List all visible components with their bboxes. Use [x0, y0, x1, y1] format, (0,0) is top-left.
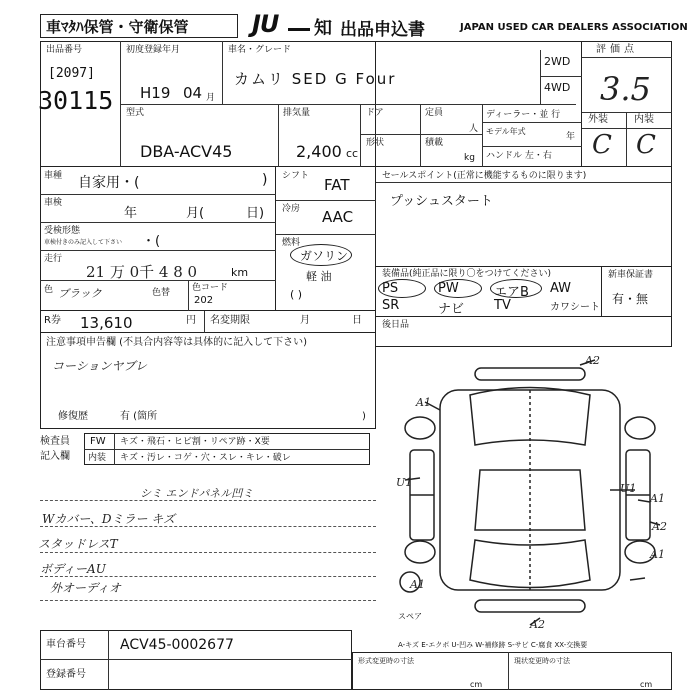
wheel-rear-left — [405, 541, 435, 563]
rear-bumper — [475, 600, 585, 612]
sales-point-label: セールスポイント(正常に機能するものに限ります) — [382, 171, 587, 181]
equipment-r1-3: AW — [550, 281, 572, 296]
drive-4wd: 4WD — [544, 81, 571, 94]
repair-label: 修復歴 — [58, 411, 88, 422]
wheel-front-right — [625, 417, 655, 439]
damage-mark-8: A1 — [410, 578, 425, 591]
capacity-label: 定員 — [425, 108, 444, 118]
inspector-line-5: 外オーディオ — [50, 581, 122, 595]
registration-label: 初度登録年月 — [126, 45, 181, 55]
inspection-label: 車検 — [44, 198, 63, 208]
later-install-label: 後日品 — [382, 320, 410, 330]
inspector-label: 検査員 — [40, 436, 70, 447]
spare-label: スペア — [398, 612, 422, 621]
damage-mark-0: A2 — [585, 354, 600, 367]
interior-items-label: 内装 — [88, 453, 107, 463]
ac-label: 冷房 — [282, 204, 301, 214]
ju-logo: JU — [252, 10, 279, 38]
inspector-line-4: ボディーAU — [40, 562, 106, 576]
recycle-value: 13,610 — [80, 314, 133, 332]
inspector-line-2: Wカバー、Dミラー キズ — [42, 512, 176, 526]
equipment-circle-1 — [434, 279, 482, 298]
usage-label: 車種 — [44, 171, 63, 181]
mileage-value: 21 万 0千 4 8 0 — [86, 263, 198, 281]
shape-label: 形状 — [366, 138, 385, 148]
color-value: ブラック — [58, 287, 102, 300]
exterior-score: C — [592, 130, 612, 160]
color-change-label: 色替 — [152, 288, 171, 298]
region-label: 知 — [314, 18, 332, 39]
damage-mark-3: U1 — [620, 482, 637, 495]
score-value: 3.5 — [600, 70, 651, 108]
car-name-label: 車名・グレード — [228, 45, 292, 55]
inspector-entry-label: 記入欄 — [40, 451, 70, 462]
score-label: 評価点 — [596, 44, 638, 55]
repair-value: 有 (箇所 — [120, 411, 158, 422]
sales-point-value: プッシュスタート — [390, 194, 493, 209]
equipment-r1-0: PS — [382, 281, 399, 296]
lot-bracket-number: [2097] — [48, 66, 95, 81]
ac-value: AAC — [322, 208, 354, 226]
equipment-r2-2: TV — [494, 298, 511, 313]
damage-mark-2: U1 — [396, 476, 413, 489]
equipment-r1-1: PW — [438, 281, 459, 296]
handle-label: ハンドル 左・右 — [486, 151, 552, 161]
registration-number-label: 登録番号 — [46, 669, 86, 680]
dealer-label: ディーラー・並 行 — [486, 110, 561, 120]
new-car-value: 有・無 — [612, 292, 649, 306]
state-change-size-label: 現状変更時の寸法 — [514, 657, 570, 665]
damage-mark-6: A1 — [650, 548, 665, 561]
color-code: 202 — [194, 295, 214, 306]
displacement-value: 2,400 — [296, 142, 342, 161]
shift-label: シフト — [282, 171, 310, 181]
model-label: 型式 — [126, 108, 145, 118]
form-change-size-label: 形式変更時の寸法 — [358, 657, 414, 665]
form-title: 出品申込書 — [340, 20, 425, 40]
car-damage-diagram — [380, 350, 680, 650]
equipment-r1-2: エアB — [494, 285, 529, 300]
equipment-r2-0: SR — [382, 298, 400, 313]
fw-label: FW — [90, 436, 106, 447]
fuel-gasoline: ガソリン — [300, 249, 349, 263]
fuel-other: ( ) — [290, 288, 303, 301]
displacement-label: 排気量 — [283, 108, 311, 118]
front-bumper — [475, 368, 585, 380]
notes-label: 注意事項申告欄 (不具合内容等は具体的に記入して下さい) — [46, 337, 307, 348]
registration-month: 04 — [183, 84, 203, 102]
color-label: 色 — [44, 285, 54, 295]
equipment-circle-0 — [378, 279, 426, 298]
registration-year: H19 — [140, 84, 171, 102]
recycle-label: R券 — [44, 315, 61, 326]
damage-mark-5: A2 — [652, 520, 667, 533]
fuel-diesel: 軽 油 — [306, 270, 332, 283]
door-label: ドア — [366, 108, 384, 118]
vin-value: ACV45-0002677 — [120, 637, 234, 653]
association-name: JAPAN USED CAR DEALERS ASSOCIATION — [460, 22, 688, 33]
damage-mark-1: A1 — [416, 396, 431, 409]
interior-label: 内装 — [634, 114, 654, 125]
color-code-label: 色コード — [192, 283, 229, 293]
receive-label: 受検形態 — [44, 226, 81, 236]
exterior-label: 外装 — [588, 114, 608, 125]
lot-number: 30115 — [38, 86, 114, 115]
shift-value: FAT — [324, 176, 350, 194]
load-label: 積載 — [425, 138, 444, 148]
interior-items: キズ・汚レ・コゲ・穴・スレ・キレ・破レ — [120, 453, 291, 463]
model-year-label: モデル年式 — [486, 127, 526, 136]
notes-value: コーションヤブレ — [52, 359, 148, 373]
vin-label: 車台番号 — [46, 639, 86, 650]
mileage-label: 走行 — [44, 254, 63, 264]
inspector-line-1: シミ エンドパネル凹ミ — [140, 487, 254, 500]
damage-mark-4: A1 — [650, 492, 665, 505]
logo-bar — [288, 28, 310, 31]
interior-score: C — [636, 130, 656, 160]
equipment-circle-2 — [490, 279, 542, 298]
new-car-label: 新車保証書 — [608, 270, 654, 280]
damage-mark-7: A2 — [530, 618, 545, 631]
inspector-line-3: スタッドレスT — [38, 537, 118, 551]
equipment-r2-1: ナビ — [438, 302, 465, 317]
storage-label: 車ﾏﾀﾊ保管・守衛保管 — [46, 18, 189, 36]
wheel-front-left — [405, 417, 435, 439]
later-install-frame — [376, 317, 672, 347]
model-value: DBA-ACV45 — [140, 142, 233, 161]
car-name-value: カムリ SED G Four — [234, 70, 397, 88]
usage-value: 自家用・( — [78, 175, 140, 191]
lot-label: 出品番号 — [46, 45, 83, 55]
drive-2wd: 2WD — [544, 55, 571, 68]
name-change-deadline-label: 名変期限 — [210, 315, 250, 326]
equipment-label: 装備品(純正品に限り〇をつけてください) — [382, 269, 552, 279]
damage-legend: A-キズ E-エクボ U-凹み W-補修跡 S-サビ C-腐食 XX-交換要 — [398, 641, 588, 649]
equipment-r2-3: カワシート — [550, 302, 600, 313]
fw-items: キズ・飛石・ヒビ割・リペア跡・X要 — [120, 437, 270, 447]
fuel-label: 燃料 — [282, 238, 301, 248]
